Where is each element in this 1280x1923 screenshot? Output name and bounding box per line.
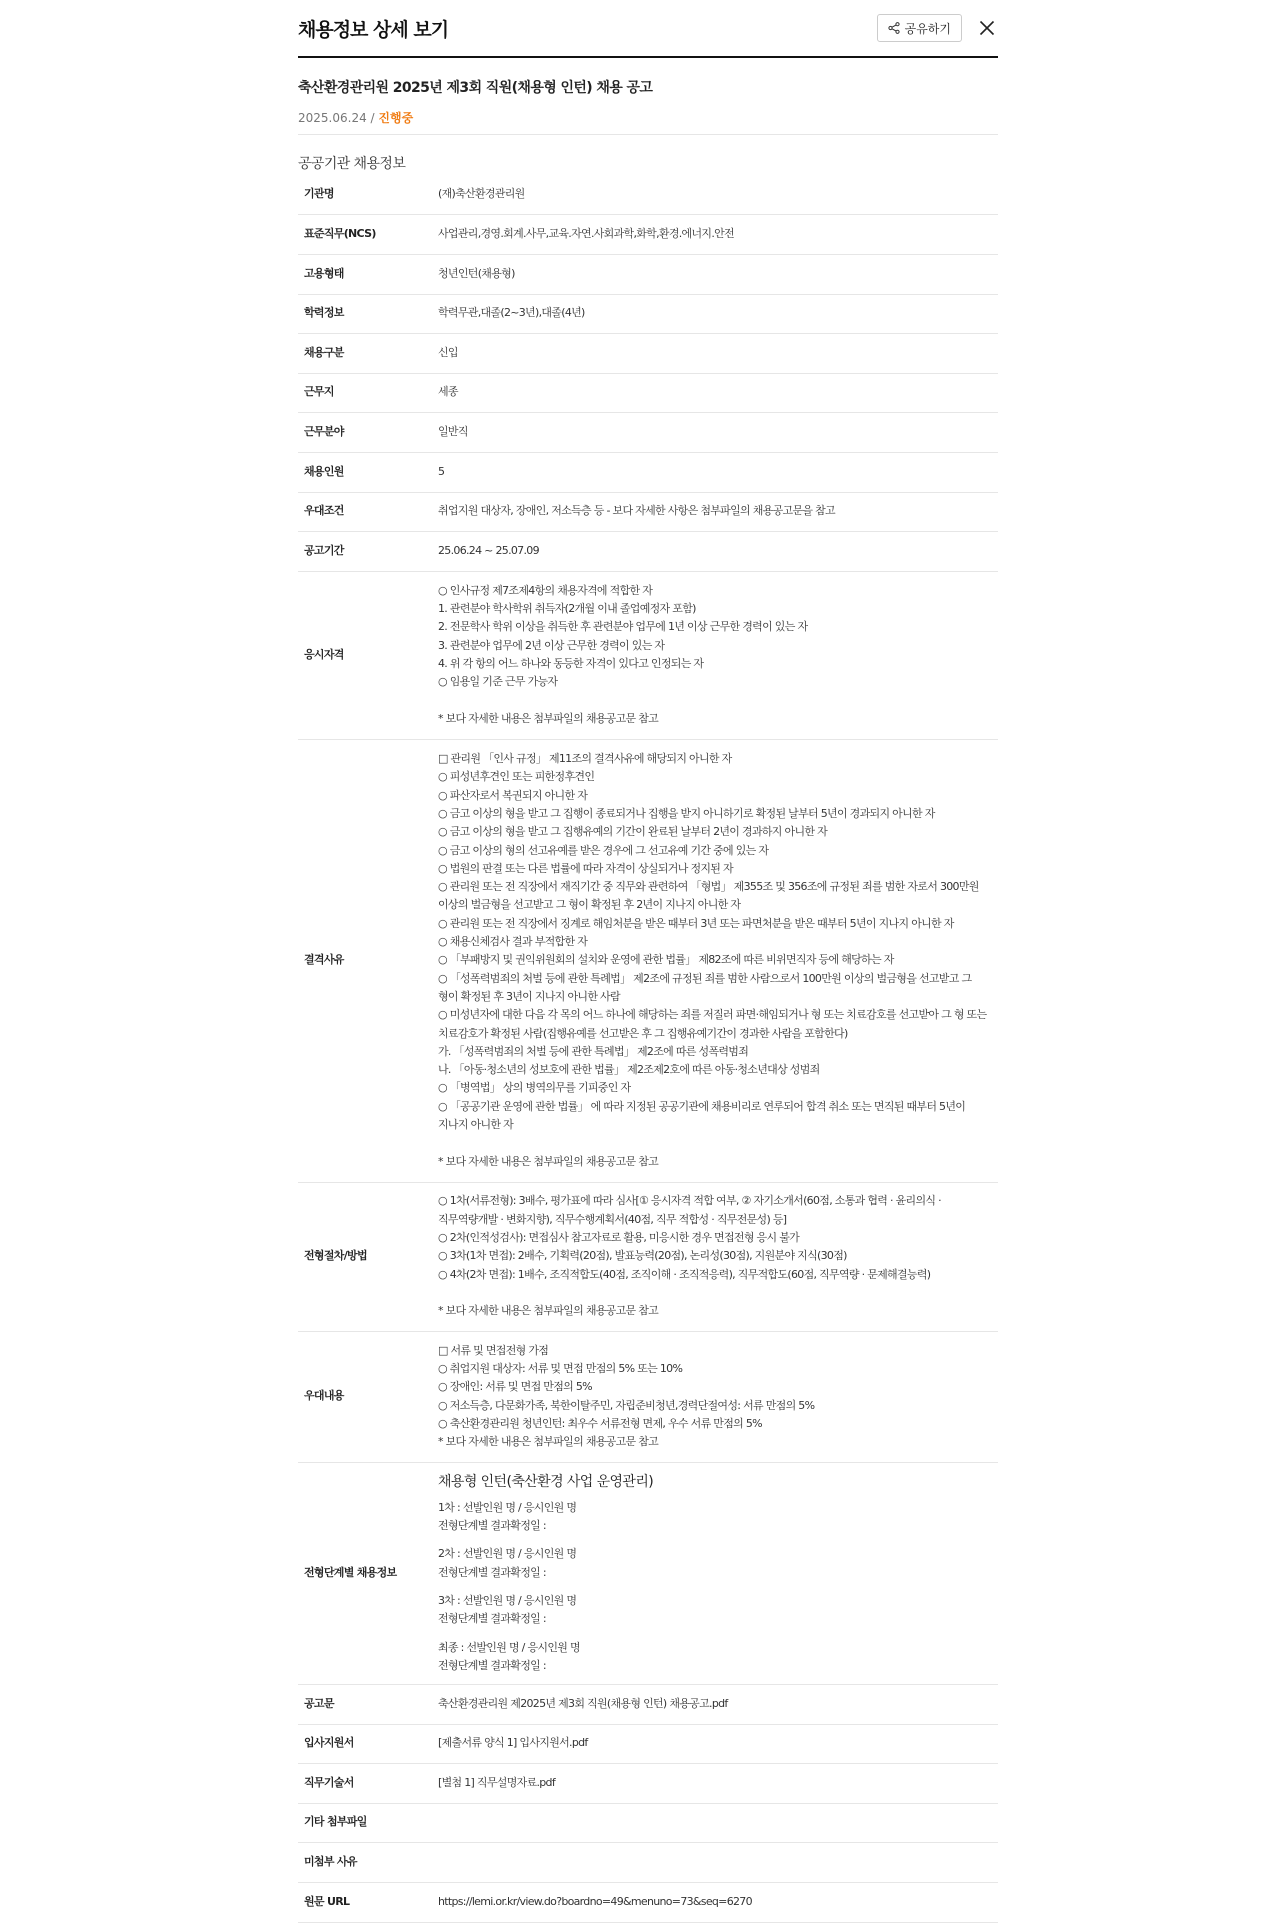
stage-item bbox=[438, 1592, 998, 1629]
row-label: 표준직무(NCS) bbox=[298, 214, 438, 254]
row-label: 응시자격 bbox=[298, 571, 438, 739]
table-row bbox=[298, 1684, 998, 1724]
table-row bbox=[298, 1842, 998, 1882]
row-label: 전형단계별 채용정보 bbox=[298, 1462, 438, 1684]
header-tools bbox=[877, 14, 998, 42]
table-row bbox=[298, 1462, 998, 1684]
table-row bbox=[298, 1182, 998, 1331]
row-label: 기관명 bbox=[298, 175, 438, 214]
table-row bbox=[298, 294, 998, 333]
row-label: 채용구분 bbox=[298, 333, 438, 373]
row-value: ○ 인사규정 제7조제4항의 채용자격에 적합한 자 1. 관련분야 학사학위 취득자(2개월 이내 졸업예정자 포함) 2. 전문학사 학위 이상을 취득한 후 관련분야 업무에 1년 이상 근무한 경력이 있는 자 3. 관련분야 업무에 2년 이상 근무한 경력이 있는 자 4. 위 각 항의 어느 하나와 동등한 자격이 있다고 인정되는 자 ○ 임용일 기준 근무 가능자 * 보다 자세한 내용은 첨부파일의 채용공고문 참고 bbox=[438, 571, 998, 739]
table-row bbox=[298, 175, 998, 214]
other-files-value bbox=[438, 1803, 998, 1842]
table-row bbox=[298, 571, 998, 739]
stage-item bbox=[438, 1499, 998, 1536]
row-label: 결격사유 bbox=[298, 739, 438, 1182]
section-title: 공공기관 채용정보 bbox=[298, 156, 406, 172]
table-row bbox=[298, 254, 998, 294]
row-value: 사업관리,경영.회계.사무,교육.자연.사회과학,화학,환경.에너지.안전 bbox=[438, 214, 998, 254]
row-label: 전형절차/방법 bbox=[298, 1182, 438, 1331]
row-value: 25.06.24 ~ 25.07.09 bbox=[438, 531, 998, 571]
row-value: 학력무관,대졸(2~3년),대졸(4년) bbox=[438, 294, 998, 333]
panel-title: 채용정보 상세 보기 bbox=[298, 18, 449, 41]
table-row bbox=[298, 739, 998, 1182]
status-badge: 진행중 bbox=[378, 111, 414, 125]
info-table bbox=[298, 175, 998, 1923]
stages-cell bbox=[438, 1462, 998, 1684]
row-value: □ 관리원 「인사 규정」 제11조의 결격사유에 해당되지 아니한 자 ○ 피성년후견인 또는 피한정후견인 ○ 파산자로서 복권되지 아니한 자 ○ 금고 이상의 형을 받고 그 집행이 종료되거나 집행을 받지 아니하기로 확정된 날부터 5년이 경과되지 아니한 자 ○ 금고 이상의 형을 받고 그 집행유예의 기간이 완료된 날부터 2년이 경과하지 아니한 자 ○ 금고 이상의 형의 선고유예를 받은 경우에 그 선고유예 기간 중에 있는 자 ○ 법원의 판결 또는 다른 법률에 따라 자격이 상실되거나 정지된 자 ○ 관리원 또는 전 직장에서 재직기간 중 직무와 관련하여 「형법」 제355조 및 356조에 규정된 죄를 범한 자로서 300만원 이상의 벌금형을 선고받고 그 형이 확정된 후 2년이 지나지 아니한 자 ○ 관리원 또는 전 직장에서 징계로 해임처분을 받은 때부터 3년 또는 파면처분을 받은 때부터 5년이 지나지 아니한 자 ○ 채용신체검사 결과 부적합한 자 ○ 「부패방지 및 권익위원회의 설치와 운영에 관한 법률」 제82조에 따른 비위면직자 등에 해당하는 자 ○ 「성폭력범죄의 처벌 등에 관한 특례법」 제2조에 규정된 죄를 범한 사람으로서 100만원 이상의 벌금형을 선고받고 그 형이 확정된 후 3년이 지나지 아니한 사람 ○ 미성년자에 대한 다음 각 목의 어느 하나에 해당하는 죄를 저질러 파면·해임되거나 형 또는 치료감호를 선고받아 그 형 또는 치료감호가 확정된 사람(집행유예를 선고받은 후 그 집행유예기간이 경과한 사람을 포함한다) 가. 「성폭력범죄의 처벌 등에 관한 특례법」 제2조에 따른 성폭력범죄 나. 「아동·청소년의 성보호에 관한 법률」 제2조제2호에 따른 아동·청소년대상 성범죄 ○ 「병역법」 상의 병역의무를 기피중인 자 ○ 「공공기관 운영에 관한 법률」 에 따라 지정된 공공기관에 채용비리로 연루되어 합격 취소 또는 면직된 때부터 5년이 지나지 아니한 자 * 보다 자세한 내용은 첨부파일의 채용공고문 참고 bbox=[438, 739, 998, 1182]
row-label: 공고기간 bbox=[298, 531, 438, 571]
share-button[interactable] bbox=[877, 14, 962, 42]
missing-reason-value bbox=[438, 1842, 998, 1882]
meta-separator: / bbox=[370, 111, 375, 125]
stage-result-date: 전형단계별 결과확정일 : bbox=[438, 1658, 546, 1672]
row-label: 공고문 bbox=[298, 1684, 438, 1724]
application-file-link[interactable]: [제출서류 양식 1] 입사지원서.pdf bbox=[438, 1724, 998, 1763]
stages-heading: 채용형 인턴(축산환경 사업 운영관리) bbox=[438, 1473, 654, 1490]
stage-result-date: 전형단계별 결과확정일 : bbox=[438, 1612, 546, 1626]
table-row bbox=[298, 1724, 998, 1763]
post-title-block bbox=[298, 58, 998, 135]
close-button[interactable] bbox=[976, 17, 998, 39]
panel-header bbox=[298, 0, 998, 58]
row-label: 우대조건 bbox=[298, 492, 438, 531]
row-value: 세종 bbox=[438, 373, 998, 412]
table-row bbox=[298, 1803, 998, 1842]
row-value: 청년인턴(채용형) bbox=[438, 254, 998, 294]
job-detail-panel bbox=[298, 0, 998, 1923]
stage-count: 2차 : 선발인원 명 / 응시인원 명 bbox=[438, 1547, 577, 1561]
share-label: 공유하기 bbox=[904, 21, 951, 36]
table-row bbox=[298, 333, 998, 373]
table-row bbox=[298, 452, 998, 492]
row-value: 일반직 bbox=[438, 412, 998, 452]
row-value: 신입 bbox=[438, 333, 998, 373]
table-row bbox=[298, 1882, 998, 1922]
row-label: 기타 첨부파일 bbox=[298, 1803, 438, 1842]
post-date: 2025.06.24 bbox=[298, 111, 367, 125]
table-row bbox=[298, 531, 998, 571]
row-label: 고용형태 bbox=[298, 254, 438, 294]
row-value: 5 bbox=[438, 452, 998, 492]
stage-item bbox=[438, 1545, 998, 1582]
row-label: 직무기술서 bbox=[298, 1763, 438, 1803]
row-value: (재)축산환경관리원 bbox=[438, 175, 998, 214]
table-row bbox=[298, 492, 998, 531]
row-label: 근무지 bbox=[298, 373, 438, 412]
table-row bbox=[298, 214, 998, 254]
source-url-link[interactable]: https://lemi.or.kr/view.do?boardno=49&menuno=73&seq=6270 bbox=[438, 1882, 998, 1922]
row-value: ○ 1차(서류전형): 3배수, 평가표에 따라 심사[① 응시자격 적합 여부, ② 자기소개서(60점, 소통과 협력 · 윤리의식 · 직무역량개발 · 변화지향), 직무수행계획서(40점, 직무 적합성 · 직무전문성) 등] ○ 2차(인적성검사): 면접심사 참고자료로 활용, 미응시한 경우 면접전형 응시 불가 ○ 3차(1차 면접): 2배수, 기획력(20점), 발표능력(20점), 논리성(30점), 지원분야 지식(30점) ○ 4차(2차 면접): 1배수, 조직적합도(40점, 조직이해 · 조직적응력), 직무적합도(60점, 직무역량 · 문제해결능력) * 보다 자세한 내용은 첨부파일의 채용공고문 참고 bbox=[438, 1182, 998, 1331]
table-row bbox=[298, 373, 998, 412]
stage-result-date: 전형단계별 결과확정일 : bbox=[438, 1565, 546, 1579]
notice-file-link[interactable]: 축산환경관리원 제2025년 제3회 직원(채용형 인턴) 채용공고.pdf bbox=[438, 1684, 998, 1724]
close-icon bbox=[979, 20, 995, 36]
row-label: 근무분야 bbox=[298, 412, 438, 452]
table-row bbox=[298, 1331, 998, 1462]
post-title: 축산환경관리원 2025년 제3회 직원(채용형 인턴) 채용 공고 bbox=[298, 80, 653, 96]
table-row bbox=[298, 1763, 998, 1803]
row-label: 우대내용 bbox=[298, 1331, 438, 1462]
table-row bbox=[298, 412, 998, 452]
row-label: 채용인원 bbox=[298, 452, 438, 492]
share-icon bbox=[888, 22, 900, 34]
post-meta bbox=[298, 109, 998, 126]
row-label: 원문 URL bbox=[298, 1882, 438, 1922]
row-label: 미첨부 사유 bbox=[298, 1842, 438, 1882]
job-description-file-link[interactable]: [별첨 1] 직무설명자료.pdf bbox=[438, 1763, 998, 1803]
stage-count: 최종 : 선발인원 명 / 응시인원 명 bbox=[438, 1640, 580, 1654]
stage-count: 1차 : 선발인원 명 / 응시인원 명 bbox=[438, 1500, 577, 1514]
stage-item bbox=[438, 1639, 998, 1676]
row-value: 취업지원 대상자, 장애인, 저소득층 등 - 보다 자세한 사항은 첨부파일의 채용공고문을 참고 bbox=[438, 492, 998, 531]
stage-result-date: 전형단계별 결과확정일 : bbox=[438, 1519, 546, 1533]
row-label: 학력정보 bbox=[298, 294, 438, 333]
stage-count: 3차 : 선발인원 명 / 응시인원 명 bbox=[438, 1594, 577, 1607]
row-label: 입사지원서 bbox=[298, 1724, 438, 1763]
row-value: □ 서류 및 면접전형 가점 ○ 취업지원 대상자: 서류 및 면접 만점의 5% 또는 10% ○ 장애인: 서류 및 면접 만점의 5% ○ 저소득층, 다문화가족, 북한이탈주민, 자립준비청년,경력단절여성: 서류 만점의 5% ○ 축산환경관리원 청년인턴: 최우수 서류전형 면제, 우수 서류 만점의 5% * 보다 자세한 내용은 첨부파일의 채용공고문 참고 bbox=[438, 1331, 998, 1462]
